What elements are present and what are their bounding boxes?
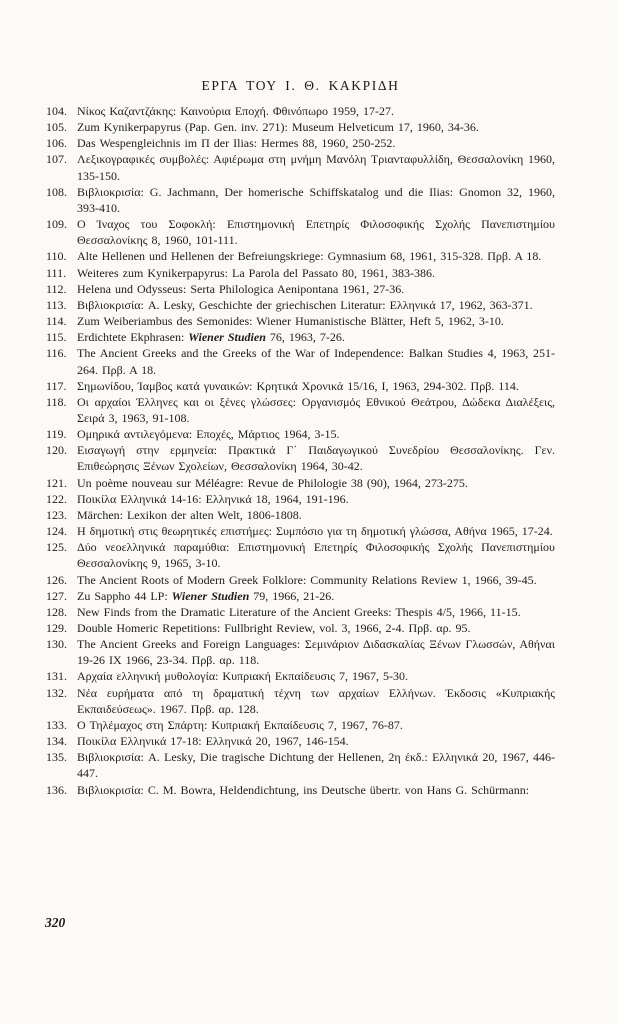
entry-number: 121. bbox=[46, 475, 67, 490]
bibliography-entry bbox=[46, 475, 555, 491]
entry-text: Zum Weiberiambus des Semonides: Wiener Humanistische Blätter, Heft 5, 1962, 3-10. bbox=[77, 314, 504, 329]
bibliography-entry bbox=[46, 733, 555, 749]
entry-text: Märchen: Lexikon der alten Welt, 1806-1808. bbox=[77, 507, 302, 522]
entry-text: The Ancient Greeks and the Greeks of the War of Independence: Balkan Studies 4, 1963, 251-264. Πρβ. Α 18. bbox=[77, 346, 555, 377]
entry-number: 125. bbox=[46, 540, 67, 555]
bibliography-entry bbox=[46, 248, 555, 264]
entry-number: 112. bbox=[46, 281, 67, 296]
entry-number: 126. bbox=[46, 572, 67, 587]
bibliography-entry bbox=[46, 588, 555, 604]
entry-text: Double Homeric Repetitions: Fullbright Review, vol. 3, 1966, 2-4. Πρβ. αρ. 95. bbox=[77, 621, 471, 635]
entry-number: 111. bbox=[46, 265, 67, 280]
bibliography-entry bbox=[46, 378, 555, 394]
bibliography-entry bbox=[46, 717, 555, 733]
bibliography-entry bbox=[46, 749, 555, 781]
entry-text: Alte Hellenen und Hellenen der Befreiungskriege: Gymnasium 68, 1961, 315-328. Πρβ. Α 18. bbox=[77, 249, 542, 264]
entry-number: 118. bbox=[46, 394, 67, 409]
page-title: ΕΡΓΑ ΤΟΥ Ι. Θ. ΚΑΚΡΙΔΗ bbox=[201, 78, 400, 93]
bibliography-entry bbox=[46, 572, 555, 588]
entry-number: 122. bbox=[46, 491, 67, 506]
bibliography-entry bbox=[46, 539, 555, 571]
bibliography-list bbox=[46, 103, 555, 798]
entry-number: 120. bbox=[46, 443, 67, 458]
entry-text: New Finds from the Dramatic Literature of the Ancient Greeks: Thespis 4/5, 1966, 11-15. bbox=[77, 604, 521, 619]
entry-number: 109. bbox=[46, 217, 67, 232]
entry-text: Weiteres zum Kynikerpapyrus: La Parola del Passato 80, 1961, 383-386. bbox=[77, 265, 435, 280]
entry-text: Βιβλιοκρισία: A. Lesky, Die tragische Dichtung der Hellenen, 2η έκδ.: Ελληνικά 20, 1967, 446-447. bbox=[77, 750, 555, 781]
entry-text: Ο Τηλέμαχος στη Σπάρτη: Κυπριακή Εκπαίδευσις 7, 1967, 76-87. bbox=[77, 717, 403, 732]
entry-number: 108. bbox=[46, 184, 67, 199]
bibliography-entry bbox=[46, 523, 555, 539]
entry-text: Ποικίλα Ελληνικά 17-18: Ελληνικά 20, 1967, 146-154. bbox=[77, 734, 349, 749]
entry-number: 107. bbox=[46, 152, 67, 167]
entry-number: 128. bbox=[46, 604, 67, 619]
entry-text: Η δημοτική στις θεωρητικές επιστήμες: Συμπόσιο για τη δημοτική γλώσσα, Αθήνα 1965, 17-24. bbox=[77, 524, 553, 539]
bibliography-entry bbox=[46, 216, 555, 248]
entry-text: Δύο νεοελληνικά παραμύθια: Επιστημονική Επετηρίς Φιλοσοφικής Σχολής Πανεπιστημίου Θεσσαλονίκης 9, 1965, 3-10. bbox=[77, 540, 555, 571]
entry-number: 106. bbox=[46, 136, 67, 151]
entry-number: 116. bbox=[46, 346, 67, 361]
bibliography-entry bbox=[46, 297, 555, 313]
entry-text: The Ancient Roots of Modern Greek Folklore: Community Relations Review 1, 1966, 39-45. bbox=[77, 572, 537, 587]
bibliography-entry bbox=[46, 119, 555, 135]
bibliography-entry bbox=[46, 782, 555, 798]
entry-number: 127. bbox=[46, 588, 67, 603]
bibliography-entry bbox=[46, 151, 555, 183]
entry-number: 136. bbox=[46, 782, 67, 797]
entry-number: 115. bbox=[46, 330, 67, 345]
entry-number: 133. bbox=[46, 717, 67, 732]
entry-number: 105. bbox=[46, 120, 67, 135]
entry-text: Εισαγωγή στην ερμηνεία: Πρακτικά Γ΄ Παιδαγωγικού Συνεδρίου Θεσσαλονίκης. Γεν. Επιθεώρησις Ξένων Σχολείων, Θεσσαλονίκη 1964, 30-42. bbox=[77, 443, 555, 474]
bibliography-entry bbox=[46, 281, 555, 297]
bibliography-entry bbox=[46, 313, 555, 329]
bibliography-entry bbox=[46, 685, 555, 717]
bibliography-entry bbox=[46, 620, 555, 636]
bibliography-entry bbox=[46, 442, 555, 474]
entry-text: Das Wespengleichnis im Π der Ilias: Hermes 88, 1960, 250-252. bbox=[77, 136, 396, 151]
entry-number: 114. bbox=[46, 314, 67, 329]
bibliography-entry bbox=[46, 394, 555, 426]
entry-number: 117. bbox=[46, 378, 67, 393]
entry-text: Βιβλιοκρισία: C. M. Bowra, Heldendichtung, ins Deutsche übertr. von Hans G. Schürmann: bbox=[77, 782, 530, 797]
entry-text: Λεξικογραφικές συμβολές: Αφιέρωμα στη μνήμη Μανόλη Τριανταφυλλίδη, Θεσσαλονίκη 1960, 135-150. bbox=[77, 152, 555, 183]
entry-text: Un poème nouveau sur Méléagre: Revue de Philologie 38 (90), 1964, 273-275. bbox=[77, 475, 468, 490]
entry-number: 134. bbox=[46, 734, 67, 749]
entry-text: Ο Ίναχος του Σοφοκλή: Επιστημονική Επετηρίς Φιλοσοφικής Σχολής Πανεπιστημίου Θεσσαλονίκης 8, 1960, 101-111. bbox=[77, 217, 555, 248]
entry-text: Helena und Odysseus: Serta Philologica Aenipontana 1961, 27-36. bbox=[77, 281, 405, 296]
bibliography-entry bbox=[46, 135, 555, 151]
entry-number: 124. bbox=[46, 524, 67, 539]
bibliography-entry bbox=[46, 184, 555, 216]
entry-number: 123. bbox=[46, 507, 67, 522]
bibliography-entry bbox=[46, 507, 555, 523]
entry-text: Σημωνίδου, Ίαμβος κατά γυναικών: Κρητικά Χρονικά 15/16, Ι, 1963, 294-302. Πρβ. 114. bbox=[77, 378, 519, 393]
entry-text: Βιβλιοκρισία: G. Jachmann, Der homerische Schiffskatalog und die Ilias: Gnomon 32, 1960, 393-410. bbox=[77, 184, 555, 215]
bibliography-entry bbox=[46, 604, 555, 620]
journal-title: Wiener Studien bbox=[188, 330, 266, 345]
entry-number: 104. bbox=[46, 104, 67, 118]
entry-number: 135. bbox=[46, 750, 67, 765]
entry-number: 131. bbox=[46, 669, 67, 684]
page-number: 320 bbox=[45, 915, 66, 930]
entry-number: 113. bbox=[46, 297, 67, 312]
bibliography-entry bbox=[46, 636, 555, 668]
entry-text: Ομηρικά αντιλεγόμενα: Εποχές, Μάρτιος 1964, 3-15. bbox=[77, 427, 340, 442]
entry-text: Αρχαία ελληνική μυθολογία: Κυπριακή Εκπαίδευσις 7, 1967, 5-30. bbox=[77, 669, 408, 684]
entry-text: Erdichtete Ekphrasen: Wiener Studien 76, 1963, 7-26. bbox=[77, 330, 345, 345]
entry-text: Βιβλιοκρισία: A. Lesky, Geschichte der griechischen Literatur: Ελληνικά 17, 1962, 363-371. bbox=[77, 297, 533, 312]
journal-title: Wiener Studien bbox=[171, 588, 250, 603]
entry-number: 129. bbox=[46, 621, 67, 635]
entry-text: Zu Sappho 44 LP: Wiener Studien 79, 1966, 21-26. bbox=[77, 588, 335, 603]
entry-text: Οι αρχαίοι Έλληνες και οι ξένες γλώσσες: Οργανισμός Εθνικού Θεάτρου, Δώδεκα Διαλέξεις, Σειρά 3, 1963, 91-108. bbox=[77, 394, 555, 425]
bibliography-entry bbox=[46, 103, 555, 119]
entry-number: 130. bbox=[46, 637, 67, 652]
entry-text: Νέα ευρήματα από τη δραματική τέχνη των αρχαίων Ελλήνων. Έκδοσις «Κυπριακής Εκπαιδεύσεως». 1967. Πρβ. αρ. 128. bbox=[77, 685, 555, 716]
bibliography-entry bbox=[46, 426, 555, 442]
entry-text: Zum Kynikerpapyrus (Pap. Gen. inv. 271): Museum Helveticum 17, 1960, 34-36. bbox=[77, 120, 479, 135]
entry-number: 119. bbox=[46, 427, 67, 442]
bibliography-entry bbox=[46, 345, 555, 377]
entry-text: The Ancient Greeks and Foreign Languages: Σεμινάριον Διδασκαλίας Ξένων Γλωσσών, Αθήναι 19-26 ΙΧ 1966, 23-34. Πρβ. αρ. 118. bbox=[77, 637, 555, 668]
bibliography-entry bbox=[46, 491, 555, 507]
entry-number: 110. bbox=[46, 249, 67, 264]
entry-text: Νίκος Καζαντζάκης: Καινούρια Εποχή. Φθινόπωρο 1959, 17-27. bbox=[77, 104, 394, 118]
entry-number: 132. bbox=[46, 685, 67, 700]
bibliography-entry bbox=[46, 329, 555, 345]
bibliography-entry bbox=[46, 265, 555, 281]
entry-text: Ποικίλα Ελληνικά 14-16: Ελληνικά 18, 1964, 191-196. bbox=[77, 491, 349, 506]
bibliography-entry bbox=[46, 668, 555, 684]
